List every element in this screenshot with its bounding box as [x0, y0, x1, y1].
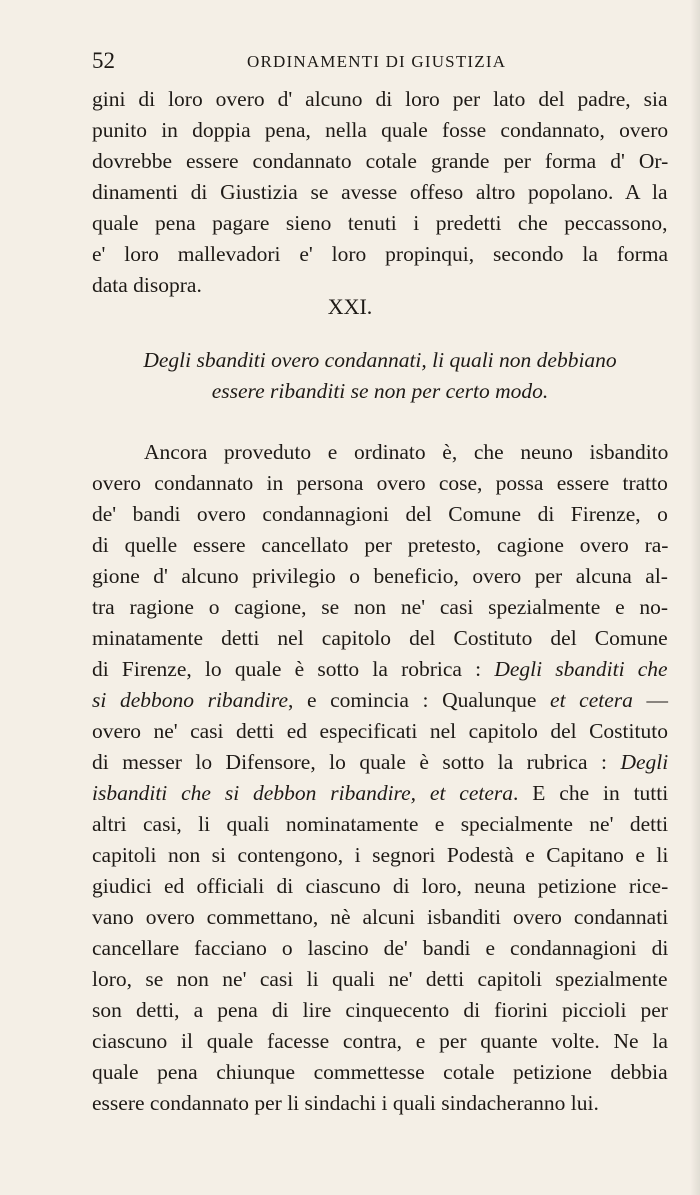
running-title: ORDINAMENTI DI GIUSTIZIA	[247, 52, 507, 71]
text-line	[92, 654, 668, 685]
text-run: , e comincia : Qualunque	[288, 688, 537, 712]
page-header	[92, 46, 652, 76]
text-line: punito in doppia pena, nella quale fosse condannato, overo	[92, 118, 669, 142]
page-number: 52	[92, 48, 115, 73]
text-line: overo condannato in persona overo cose, possa essere tratto	[92, 471, 668, 495]
text-line: gione d' alcuno privilegio o beneficio, overo per alcuna al-	[92, 564, 668, 588]
text-line: loro, se non ne' casi li quali ne' detti capitoli spezialmente	[92, 967, 668, 991]
section-title-line: essere ribanditi se non per certo modo.	[211, 379, 549, 403]
text-run: . E che in tutti	[513, 781, 669, 805]
text-line: capitoli non si contengono, i segnori Podestà e Capitano e li	[92, 843, 669, 867]
text-run: di Firenze, lo quale è sotto la robrica :	[92, 657, 482, 681]
text-line: essere condannato per li sindachi i quali sindacheranno lui.	[92, 1091, 599, 1115]
text-line	[92, 778, 668, 809]
text-line: vano overo commettano, nè alcuni isbanditi overo condannati	[92, 905, 669, 929]
page-edge-shadow	[690, 0, 700, 1195]
section-number: XXI.	[327, 294, 373, 319]
italic-reference: Degli	[620, 750, 669, 774]
text-line: cancellare facciano o lascino de' bandi e condannagioni di	[92, 936, 669, 960]
text-line: data disopra.	[92, 273, 202, 297]
text-line: ciascuno il quale facesse contra, e per quante volte. Ne la	[92, 1029, 668, 1053]
text-run: —	[632, 688, 668, 712]
top-paragraph	[92, 84, 668, 301]
text-line: overo ne' casi detti ed especificati nel capitolo del Costituto	[92, 719, 668, 743]
italic-reference: si debbono ribandire	[92, 688, 289, 712]
text-line: dovrebbe essere condannato cotale grande per forma d' Or-	[92, 149, 669, 173]
text-line: di quelle essere cancellato per pretesto, cagione overo ra-	[92, 533, 669, 557]
body-paragraph	[92, 437, 668, 1119]
text-line: gini di loro overo d' alcuno di loro per lato del padre, sia	[92, 87, 668, 111]
text-line: e' loro mallevadori e' loro propinqui, secondo la forma	[92, 242, 669, 266]
text-line: Ancora proveduto e ordinato è, che neuno isbandito	[144, 440, 669, 464]
text-line	[92, 685, 668, 716]
text-line: quale pena pagare sieno tenuti i predetti che peccassono,	[92, 211, 668, 235]
text-line: altri casi, li quali nominatamente e specialmente ne' detti	[92, 812, 669, 836]
section-title	[100, 345, 660, 407]
italic-reference: Degli sbanditi che	[494, 657, 668, 681]
text-line: giudici ed officiali di ciascuno di loro, neuna petizione rice-	[92, 874, 669, 898]
text-line: dinamenti di Giustizia se avesse offeso altro popolano. A la	[92, 180, 668, 204]
text-line: son detti, a pena di lire cinquecento di fiorini piccioli per	[92, 998, 668, 1022]
text-line: quale pena chiunque commettesse cotale petizione debbia	[92, 1060, 668, 1084]
text-line	[92, 747, 668, 778]
section-title-line: Degli sbanditi overo condannati, li quali non debbiano	[143, 348, 617, 372]
italic-reference: isbanditi che si debbon ribandire, et cetera	[92, 781, 514, 805]
italic-reference: et cetera	[550, 688, 633, 712]
text-run: di messer lo Difensore, lo quale è sotto la rubrica :	[92, 750, 607, 774]
text-line: minatamente detti nel capitolo del Costituto del Comune	[92, 626, 668, 650]
text-line: de' bandi overo condannagioni del Comune di Firenze, o	[92, 502, 668, 526]
text-line: tra ragione o cagione, se non ne' casi spezialmente e no-	[92, 595, 669, 619]
